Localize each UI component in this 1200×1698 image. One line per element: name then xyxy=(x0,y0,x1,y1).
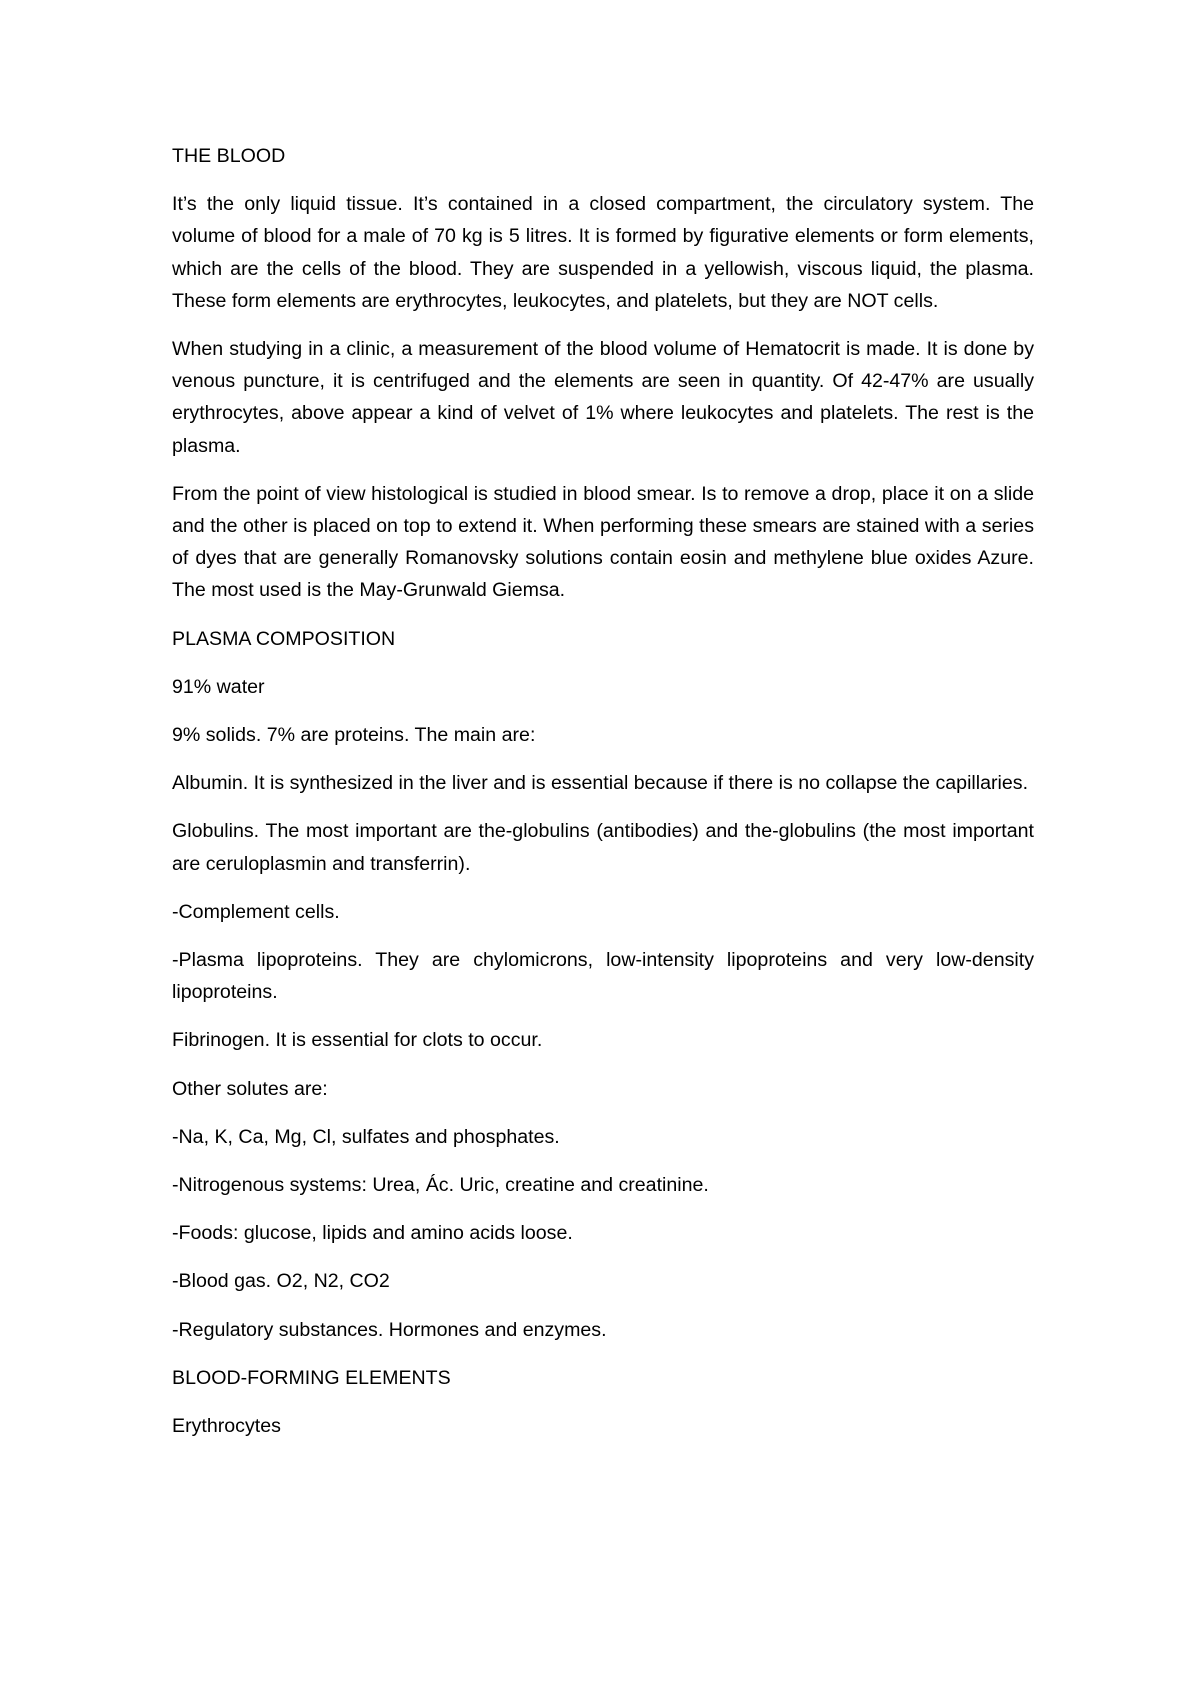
complement-line: -Complement cells. xyxy=(172,900,340,923)
regulatory-line: -Regulatory substances. Hormones and enzymes. xyxy=(172,1318,607,1341)
plasma-water-line: 91% water xyxy=(172,675,265,698)
document-page xyxy=(172,140,1034,1458)
plasma-composition-heading: PLASMA COMPOSITION xyxy=(172,627,396,650)
fibrinogen-line: Fibrinogen. It is essential for clots to occur. xyxy=(172,1029,543,1052)
lipoproteins-paragraph: -Plasma lipoproteins. They are chylomicrons, low-intensity lipoproteins and very low-density lipoproteins. xyxy=(172,949,1034,1004)
erythrocytes-line: Erythrocytes xyxy=(172,1415,281,1438)
foods-line: -Foods: glucose, lipids and amino acids loose. xyxy=(172,1222,573,1245)
other-solutes-line: Other solutes are: xyxy=(172,1077,328,1100)
blood-gas-line: -Blood gas. O2, N2, CO2 xyxy=(172,1270,390,1293)
intro-paragraph-2: When studying in a clinic, a measurement of the blood volume of Hematocrit is made. It is done by venous puncture, it is centrifuged and the elements are seen in quantity. Of 42-47% are usually erythrocytes, above appear a kind of velvet of 1% where leukocytes and platelets. The rest is the plasma. xyxy=(172,338,1034,457)
globulins-paragraph: Globulins. The most important are the-globulins (antibodies) and the-globulins (the most important are ceruloplasmin and transferrin). xyxy=(172,820,1034,875)
document-title: THE BLOOD xyxy=(172,145,286,167)
intro-paragraph-1: It’s the only liquid tissue. It’s contained in a closed compartment, the circulatory system. The volume of blood for a male of 70 kg is 5 litres. It is formed by figurative elements or form elements, which are the cells of the blood. They are suspended in a yellowish, viscous liquid, the plasma. These form elements are erythrocytes, leukocytes, and platelets, but they are NOT cells. xyxy=(172,193,1034,312)
intro-paragraph-3: From the point of view histological is studied in blood smear. Is to remove a drop, place it on a slide and the other is placed on top to extend it. When performing these smears are stained with a series of dyes that are generally Romanovsky solutions contain eosin and methylene blue oxides Azure. The most used is the May-Grunwald Giemsa. xyxy=(172,482,1034,602)
electrolytes-line: -Na, K, Ca, Mg, Cl, sulfates and phosphates. xyxy=(172,1125,560,1148)
nitrogenous-line: -Nitrogenous systems: Urea, Ác. Uric, creatine and creatinine. xyxy=(172,1174,709,1197)
blood-forming-elements-heading: BLOOD-FORMING ELEMENTS xyxy=(172,1366,451,1389)
albumin-paragraph: Albumin. It is synthesized in the liver and is essential because if there is no collapse the capillaries. xyxy=(172,772,1029,795)
plasma-solids-line: 9% solids. 7% are proteins. The main are: xyxy=(172,724,536,747)
